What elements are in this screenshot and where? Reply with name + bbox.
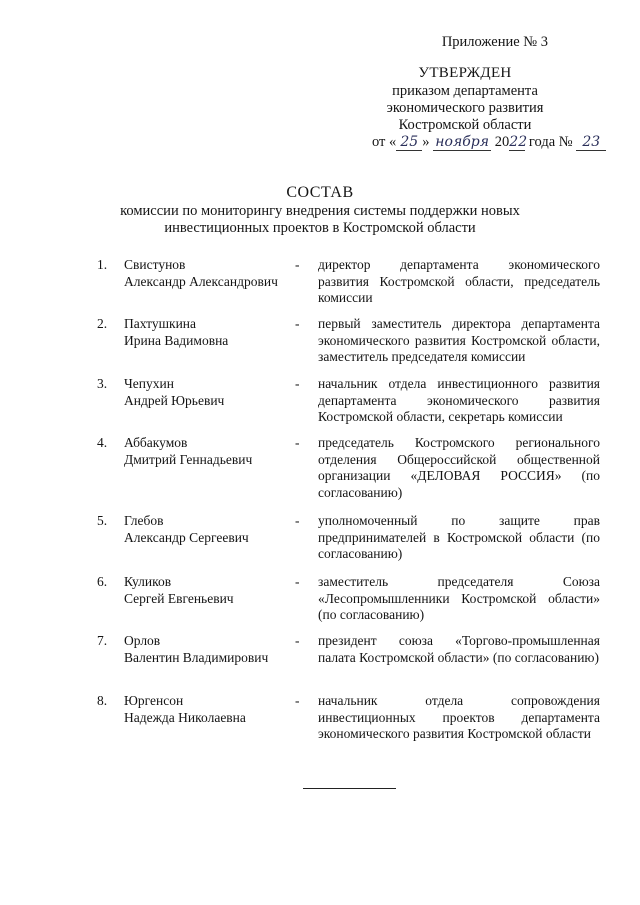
date-mid: » <box>422 134 434 150</box>
heading-subtitle-line-2: инвестиционных проектов в Костромской области <box>164 220 476 236</box>
member-dash: - <box>295 633 300 648</box>
member-dash: - <box>295 257 300 272</box>
approval-block <box>345 65 585 134</box>
member-name <box>124 693 289 726</box>
date-year-prefix: 20 <box>491 134 510 150</box>
member-role: президент союза «Торгово-промышленная палата Костромской области» (по согласованию) <box>318 633 600 665</box>
member-given-names: Андрей Юрьевич <box>124 392 225 408</box>
member-given-names: Ирина Вадимовна <box>124 332 229 348</box>
heading-title: СОСТАВ <box>286 184 354 201</box>
member-role: начальник отдела сопровождения инвестиционных проектов департамента экономического развития Костромской области <box>318 693 600 741</box>
approved-line-3: Костромской области <box>398 117 532 133</box>
date-month-handwritten: ноября <box>433 135 491 151</box>
member-number: 7. <box>97 633 108 648</box>
member-surname: Аббакумов <box>124 435 188 450</box>
member-name <box>124 574 289 607</box>
member-number: 8. <box>97 693 108 708</box>
member-given-names: Дмитрий Геннадьевич <box>124 451 253 467</box>
member-surname: Свистунов <box>124 257 186 272</box>
member-given-names: Александр Александрович <box>124 273 278 289</box>
member-surname: Куликов <box>124 574 172 589</box>
end-divider <box>303 788 396 789</box>
member-role: заместитель председателя Союза «Лесопромышленники Костромской области» (по согласованию) <box>318 574 600 622</box>
member-name <box>124 435 289 468</box>
date-day-handwritten: 25 <box>396 135 422 151</box>
member-role: директор департамента экономического развития Костромской области, председатель комиссии <box>318 257 600 305</box>
member-number: 3. <box>97 376 108 391</box>
member-dash: - <box>295 513 300 528</box>
member-dash: - <box>295 435 300 450</box>
member-number: 5. <box>97 513 108 528</box>
member-number: 1. <box>97 257 108 272</box>
date-suffix: года № <box>525 134 577 150</box>
order-number-handwritten: 23 <box>576 135 606 151</box>
member-number: 6. <box>97 574 108 589</box>
date-prefix: от « <box>372 134 397 150</box>
member-name <box>124 513 289 546</box>
member-number: 4. <box>97 435 108 450</box>
appendix-label: Приложение № 3 <box>441 34 548 50</box>
member-name <box>124 316 289 349</box>
member-surname: Глебов <box>124 513 164 528</box>
date-year-handwritten: 22 <box>509 134 528 150</box>
member-surname: Пахтушкина <box>124 316 197 331</box>
member-role: начальник отдела инвестиционного развития департамента экономического развития Костромской области, секретарь комиссии <box>318 376 600 424</box>
member-surname: Юргенсон <box>124 693 184 708</box>
member-given-names: Надежда Николаевна <box>124 709 246 725</box>
approved-line-2: экономического развития <box>386 100 544 116</box>
member-dash: - <box>295 376 300 391</box>
member-given-names: Александр Сергеевич <box>124 529 249 545</box>
document-heading <box>0 183 640 237</box>
member-role: председатель Костромского регионального отделения Общероссийской общественной организации «ДЕЛОВАЯ РОССИЯ» (по согласованию) <box>318 435 600 500</box>
member-role: уполномоченный по защите прав предпринимателей в Костромской области (по согласованию) <box>318 513 600 561</box>
member-dash: - <box>295 316 300 331</box>
heading-subtitle-line-1: комиссии по мониторингу внедрения системы поддержки новых <box>120 203 520 219</box>
member-role: первый заместитель директора департамента экономического развития Костромской области, заместитель председателя комиссии <box>318 316 600 364</box>
member-dash: - <box>295 574 300 589</box>
approved-title: УТВЕРЖДЕН <box>418 65 512 81</box>
member-name <box>124 257 289 290</box>
member-given-names: Валентин Владимирович <box>124 649 269 665</box>
member-surname: Чепухин <box>124 376 174 391</box>
order-date-line <box>372 134 606 151</box>
member-name <box>124 376 289 409</box>
member-given-names: Сергей Евгеньевич <box>124 590 234 606</box>
approved-line-1: приказом департамента <box>392 83 538 99</box>
member-name <box>124 633 289 666</box>
member-surname: Орлов <box>124 633 161 648</box>
member-dash: - <box>295 693 300 708</box>
member-number: 2. <box>97 316 108 331</box>
